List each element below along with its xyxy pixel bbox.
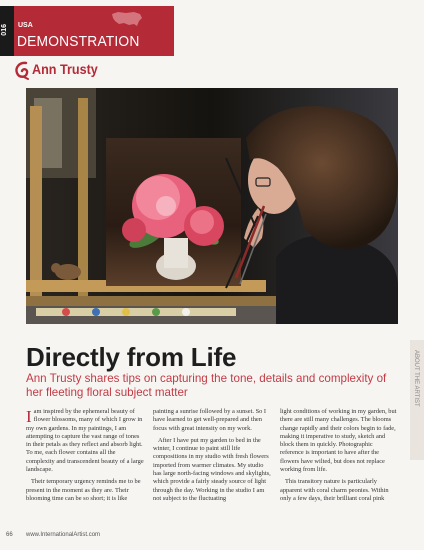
paragraph-text: am inspired by the ephemeral beauty of flower blossoms, many of which I grow in my own gardens. In my paintings, I am attempting to capture the vast range of tones in their petals as they reflect and absorb light. To me, each flower contains all the complexity and transcendent beauty of a large landscape. [26, 408, 144, 474]
side-tab-label: ABOUT THE ARTIST [413, 350, 419, 407]
issue-tab [0, 6, 14, 56]
usa-map-icon [110, 9, 144, 29]
website-link[interactable]: www.InternationalArtist.com [26, 532, 101, 538]
paragraph: painting a sunrise followed by a sunset. So I have learned to get well-prepared and then focus with great intensity on my work. [153, 408, 267, 432]
page-footer [0, 528, 424, 550]
paragraph [26, 408, 144, 474]
paragraph: This transitory nature is particularly apparent with coral charm peonies. Within only a few days, their brilliant coral pink [280, 478, 389, 502]
article-subtitle: Ann Trusty shares tips on capturing the tone, details and complexity of her fleeting floral subject matter [26, 372, 387, 399]
artist-name: Ann Trusty [32, 61, 98, 77]
page-number: 66 [6, 532, 13, 538]
swirl-icon [14, 60, 30, 80]
paragraph: After I have put my garden to bed in the winter, I continue to paint still life compositions in my studio with fresh flowers imported from warmer climates. My studio has large north-facing windows and skylights, which provide a fairly steady source of light through the day. Working in the studio I am not subject to the fluctuating [153, 436, 271, 502]
painter-at-easel-illustration [26, 88, 398, 324]
issue-number: 016 [1, 24, 8, 36]
drop-cap: I [26, 407, 32, 426]
article-title: Directly from Life [26, 342, 237, 372]
side-tab [410, 340, 424, 460]
painter-at-easel-photo [26, 88, 398, 324]
section-label: DEMONSTRATION [17, 33, 140, 50]
paragraph: Their temporary urgency reminds me to be present in the moment as they are. Their blooming time can be so short; it is like [26, 478, 141, 502]
country-label: USA [18, 22, 33, 29]
paragraph: light conditions of working in my garden, but there are still many challenges. The blooms change rapidly and their colors begin to fade, making it imperative to study, sketch and block them in quickly. Photographic reference is important to have after the flowers have wilted, but does not replace working from life. [280, 408, 397, 474]
column-3 [280, 408, 398, 520]
section-header [0, 0, 424, 56]
column-2 [153, 408, 271, 520]
article-body [26, 408, 398, 520]
column-1 [26, 408, 144, 520]
